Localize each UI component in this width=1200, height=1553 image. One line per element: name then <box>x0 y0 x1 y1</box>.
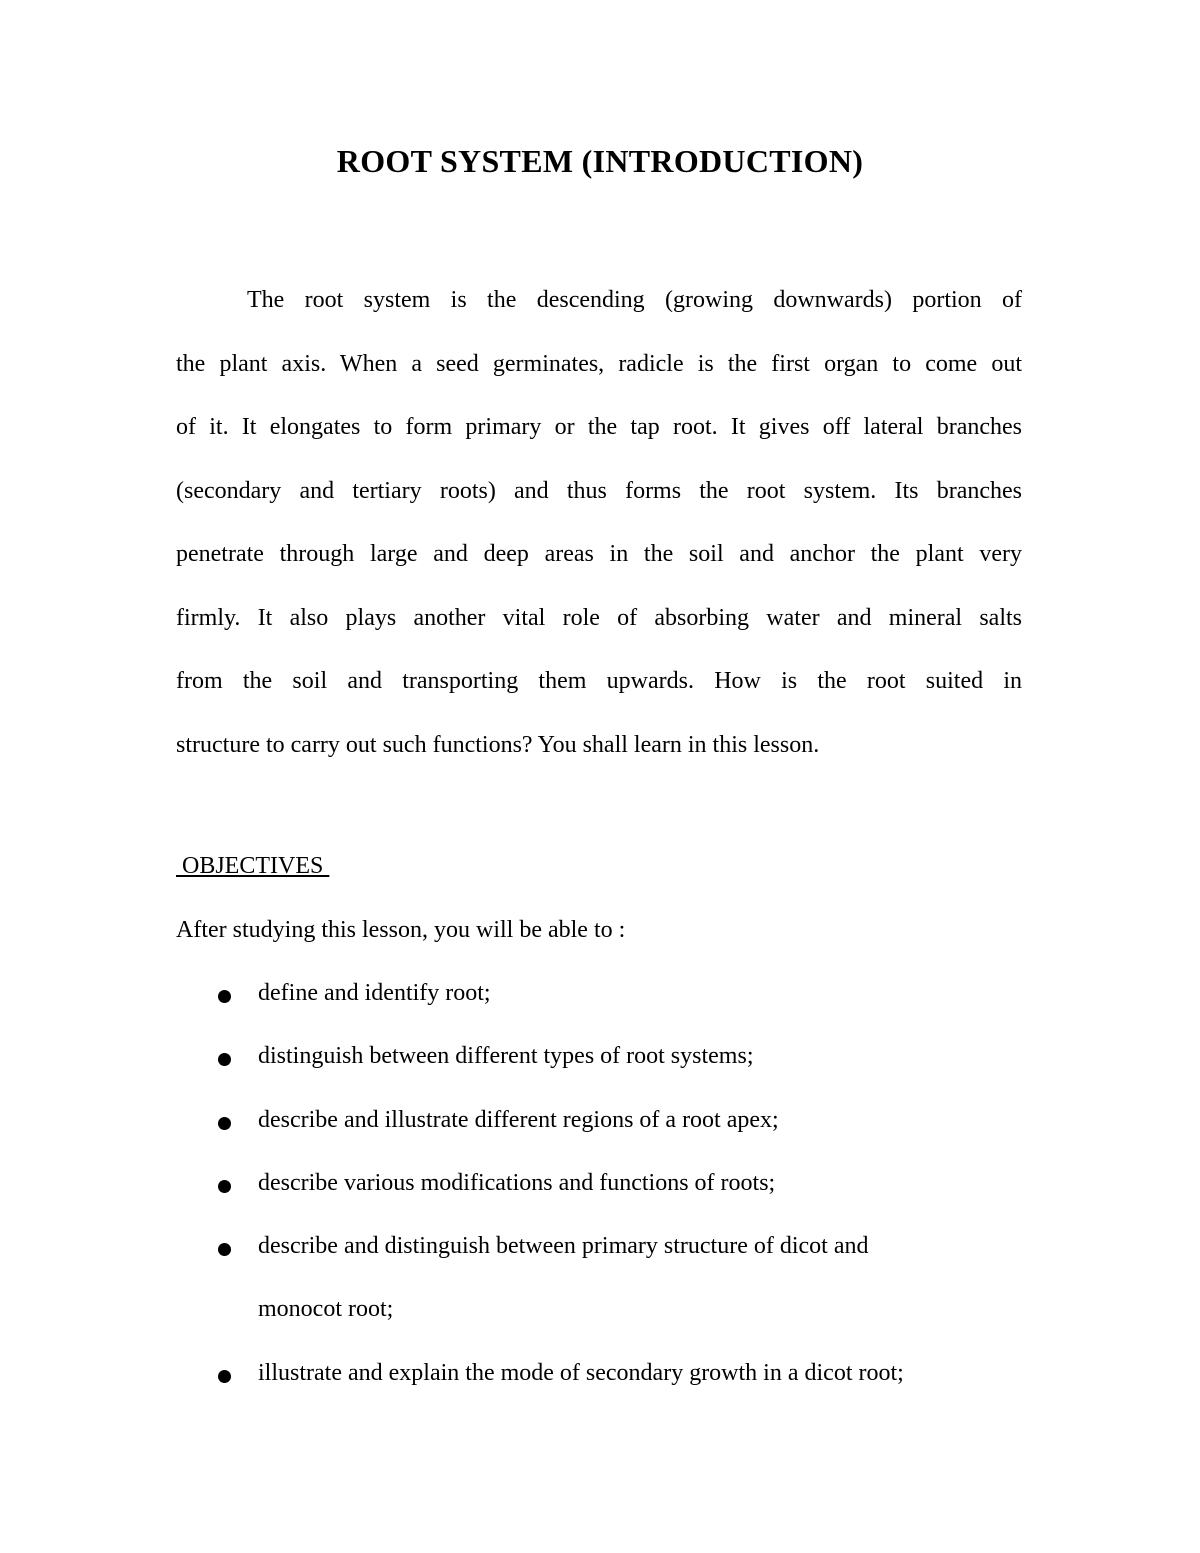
paragraph-line: (secondary and tertiary roots) and thus forms the root system. Its branches <box>176 477 1022 504</box>
bullet-icon <box>218 1243 231 1256</box>
paragraph-line: of it. It elongates to form primary or the tap root. It gives off lateral branches <box>176 414 1022 440</box>
bullet-icon <box>218 1180 231 1193</box>
list-item-text: illustrate and explain the mode of secondary growth in a dicot root; <box>258 1360 904 1386</box>
list-item-continuation: monocot root; <box>258 1296 394 1322</box>
paragraph-line: firmly. It also plays another vital role of absorbing water and mineral salts <box>176 604 1022 631</box>
list-item-text: describe various modifications and functions of roots; <box>258 1170 776 1196</box>
list-item-text: distinguish between different types of root systems; <box>258 1043 754 1069</box>
objectives-intro: After studying this lesson, you will be able to : <box>176 917 626 943</box>
intro-paragraph <box>176 269 1022 777</box>
list-item-text: describe and distinguish between primary structure of dicot and <box>258 1233 869 1259</box>
bullet-icon <box>218 1053 231 1066</box>
bullet-icon <box>218 1370 231 1383</box>
paragraph-line: The root system is the descending (growing downwards) portion of <box>247 287 1022 313</box>
paragraph-line: structure to carry out such functions? You shall learn in this lesson. <box>176 731 820 758</box>
page-title: ROOT SYSTEM (INTRODUCTION) <box>336 143 864 179</box>
paragraph-line: the plant axis. When a seed germinates, radicle is the first organ to come out <box>176 350 1022 377</box>
list-item-text: define and identify root; <box>258 980 491 1006</box>
paragraph-line: from the soil and transporting them upwards. How is the root suited in <box>176 668 1022 694</box>
bullet-icon <box>218 990 231 1003</box>
bullet-icon <box>218 1117 231 1130</box>
paragraph-line: penetrate through large and deep areas in the soil and anchor the plant very <box>176 541 1022 567</box>
objectives-heading: OBJECTIVES <box>176 853 330 879</box>
list-item-text: describe and illustrate different regions of a root apex; <box>258 1107 779 1133</box>
